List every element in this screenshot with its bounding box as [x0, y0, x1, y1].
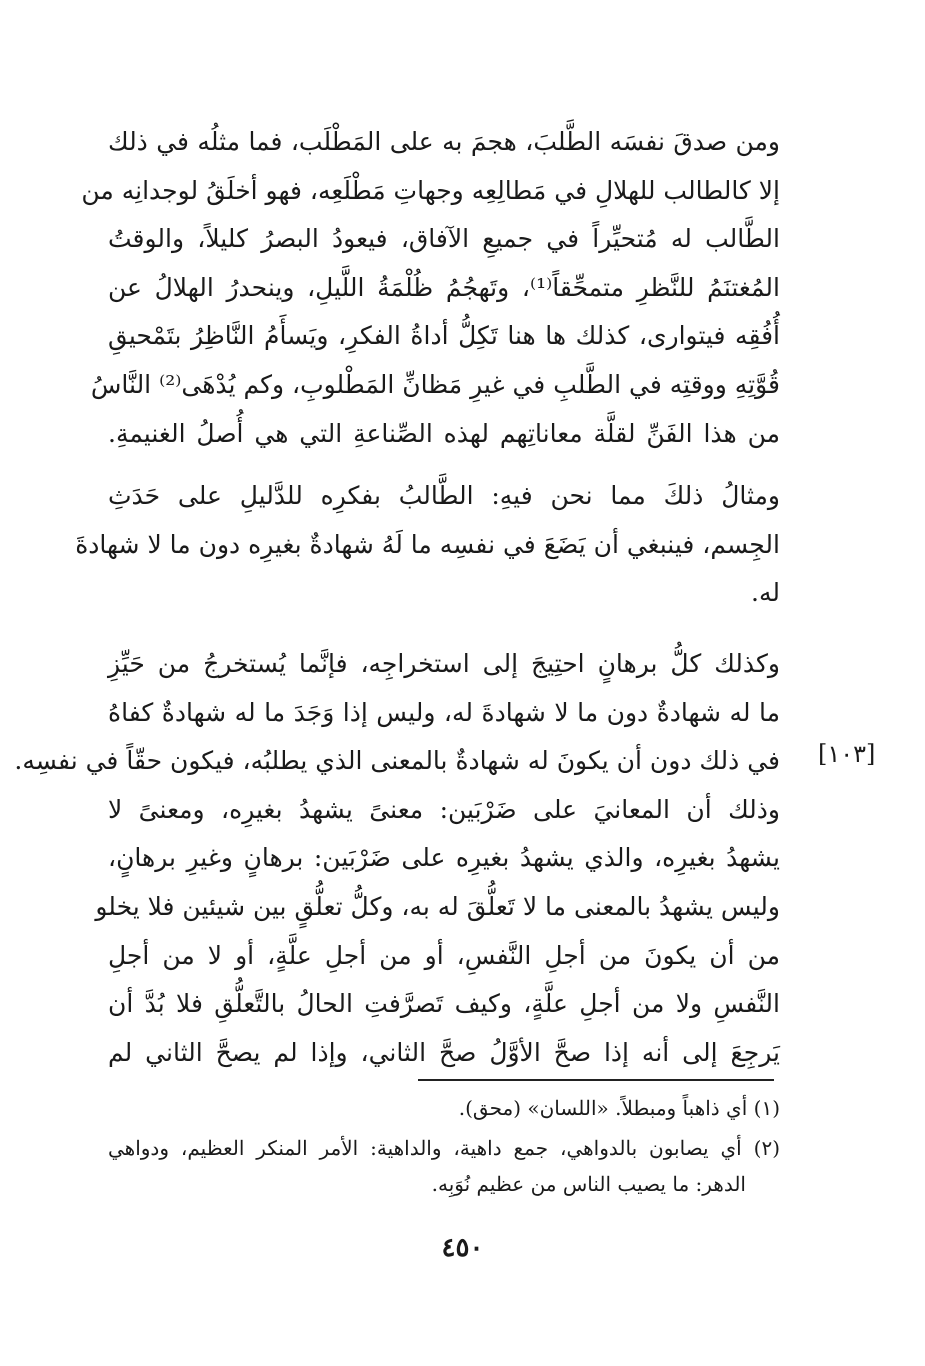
text-line: وذلك أن المعانيَ على ضَرْبَين: معنىً يشهدُ بغيرِه، ومعنىً لا	[108, 794, 780, 824]
page-number: ٤٥٠	[441, 1233, 484, 1263]
text-line: له.	[751, 578, 780, 608]
text-line: ومن صدقَ نفسَه الطَّلبَ، هجمَ به على المَطْلَب، فما مثلُه في ذلك	[108, 127, 780, 156]
margin-reference-number: [١٠٣]	[818, 740, 876, 768]
footnote	[108, 1090, 780, 1126]
text-line: المُغتنَمُ للنَّظرِ متمحِّقاً⁽¹⁾، وتَهجُمُ ظُلْمَةُ اللَّيلِ، وينحدرُ الهلالُ عن	[108, 272, 780, 302]
footnote-line: (١) أي ذاهباً ومبطلاً. «اللسان» (محق).	[458, 1096, 780, 1120]
text-line: أُفُقِه فيتوارى، كذلك ها هنا تَكِلُّ أداةُ الفكرِ، ويَسأَمُ النَّاظِرُ بتَمْحيقِ	[108, 321, 780, 351]
text-line: ما له شهادةٌ دون ما لا شهادةَ له، وليس إذا وَجَدَ ما له شهادةٌ كفاهُ	[108, 697, 780, 727]
text-line: يشهدُ بغيرِه، والذي يشهدُ بغيرِه على ضَرْبَين: برهانٍ وغيرِ برهانٍ،	[108, 843, 780, 873]
text-line: ومثالُ ذلكَ مما نحن فيهِ: الطَّالبُ بفكرِه للدَّليلِ على حَدَثِ	[108, 481, 780, 511]
text-line: إلا كالطالب للهلالِ في مَطالِعِه وجهاتِ مَطْلَعِه، فهو أخلَقُ لوجدانِه من	[81, 175, 780, 205]
text-line: من هذا الفَنِّ لقلَّة معاناتِهم لهذه الصِّناعةِ التي هي أُصلُ الغنيمةِ.	[108, 418, 780, 448]
text-line: النَّفسِ ولا من أجلِ علَّةٍ، وكيف تَصرَّفتِ الحالُ بالتَّعلُّقِ فلا بُدَّ أن	[108, 989, 780, 1019]
text-line: الطَّالب له مُتحيِّراً في جميعِ الآفاق، فيعودُ البصرُ كليلاً، والوقتُ	[108, 224, 780, 254]
footnote-line: الدهر: ما يصيب الناس من عظيم نُوَبِه.	[431, 1172, 746, 1196]
paragraph-gap	[108, 618, 780, 640]
paragraph	[14, 640, 780, 1077]
text-line: الجِسم، فينبغي أن يَضَعَ في نفسِه ما لَهُ شهادةٌ بغيرِه دون ما لا شهادةَ	[75, 529, 780, 559]
text-line: يَرجِعَ إلى أنه إذا صحَّ الأوَّلُ صحَّ الثاني، وإذا لم يصحَّ الثاني لم	[108, 1037, 780, 1067]
main-text	[14, 118, 780, 1077]
paragraph	[81, 118, 780, 458]
footnote-divider	[418, 1079, 774, 1081]
footnote	[108, 1130, 780, 1202]
paragraph-gap	[108, 458, 780, 472]
text-line: قُوَّتِهِ ووقتِه في الطَّلبِ في غيرِ مَظانِّ المَطْلوبِ، وكم يُدْهَى⁽²⁾ النَّاسُ	[90, 369, 780, 399]
paragraph	[75, 472, 780, 618]
text-line: وليس يشهدُ بالمعنى ما لا تَعلُّقَ له به، وكلُّ تعلُّقٍ بين شيئين فلا يخلو	[95, 891, 780, 921]
footnotes	[108, 1090, 780, 1202]
text-line: وكذلك كلُّ برهانٍ احتِيجَ إلى استخراجِه، فإنَّما يُستخرجُ من حَيِّزِ	[108, 648, 780, 678]
footnote-line: (٢) أي يصابون بالدواهي، جمع داهية، والداهية: الأمر المنكر العظيم، ودواهي	[108, 1136, 780, 1160]
text-line: في ذلك دون أن يكونَ له شهادةٌ بالمعنى الذي يطلبُه، فيكون حقّاً في نفسِه.	[14, 746, 780, 776]
text-line: من أن يكونَ من أجلِ النَّفسِ، أو من أجلِ علَّةٍ، أو لا من أجلِ	[108, 940, 780, 970]
